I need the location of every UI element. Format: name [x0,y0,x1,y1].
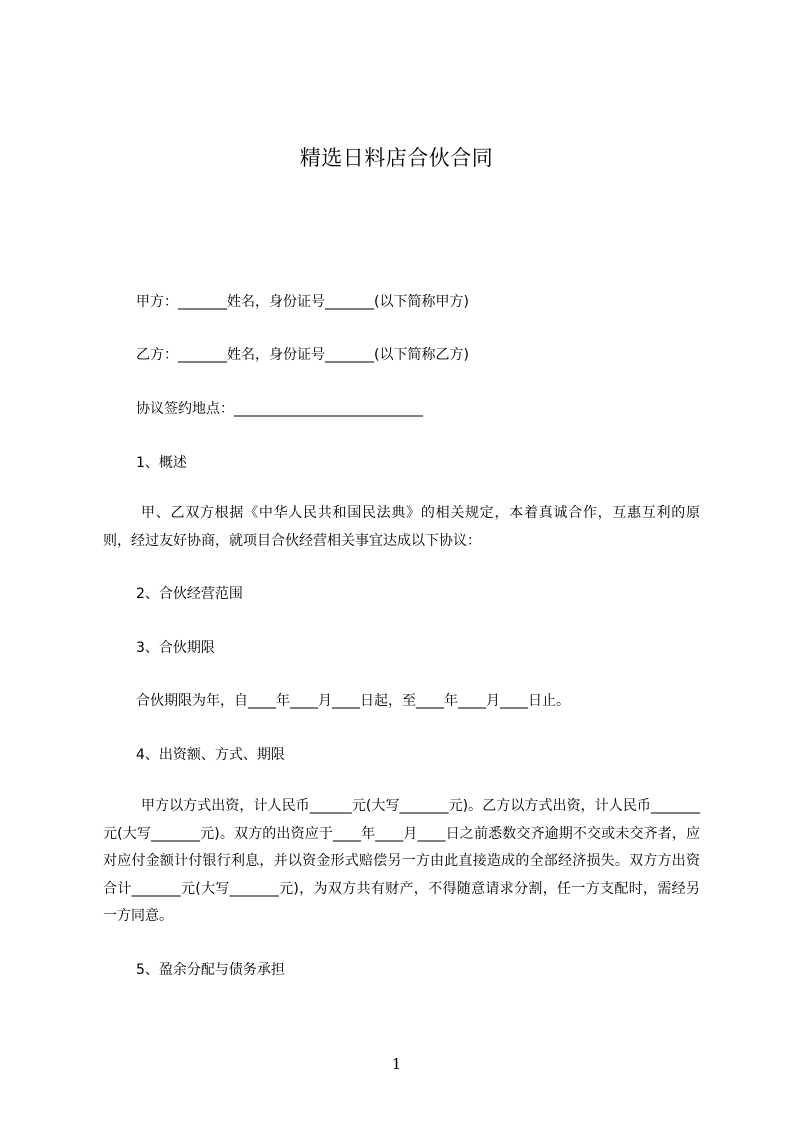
section-heading-1: 1、概述 [136,455,187,471]
section-body-4: 甲方以方式出资，计人民币______元(大写_______元)。乙方以方式出资，计人民币_______元(大写_______元)。双方的出资应于____年____月____日之前悉数交齐逾期不交或未交齐者，应对应付金额计付银行利息，并以资金形式赔偿另一方由此直接造成的全部经济损失。双方方出资合计_______元(大写_______元)，为双方共有财产，不得随意请求分割，任一方支配时，需经另一方同意。 [103,798,700,924]
section-heading-5: 5、盈余分配与债务承担 [136,962,285,978]
section-heading-2: 2、合伙经营范围 [136,586,243,602]
party-a-line: 甲方：_______姓名，身份证号_______(以下简称甲方) [136,294,469,310]
section-heading-3: 3、合伙期限 [136,640,215,656]
section-body-3: 合伙期限为年，自____年____月____日起，至____年____月____日止。 [136,693,570,709]
signing-place-line: 协议签约地点：___________________________ [136,401,423,417]
section-body-1: 甲、乙双方根据《中华人民共和国民法典》的相关规定，本着真诚合作，互惠互利的原则，经过友好协商，就项目合伙经营相关事宜达成以下协议： [103,505,700,549]
section-heading-4: 4、出资额、方式、期限 [136,747,285,763]
party-b-line: 乙方：_______姓名，身份证号_______(以下简称乙方) [136,347,469,363]
document-title: 精选日料店合伙合同 [299,146,494,170]
page-number: 1 [391,1055,402,1073]
